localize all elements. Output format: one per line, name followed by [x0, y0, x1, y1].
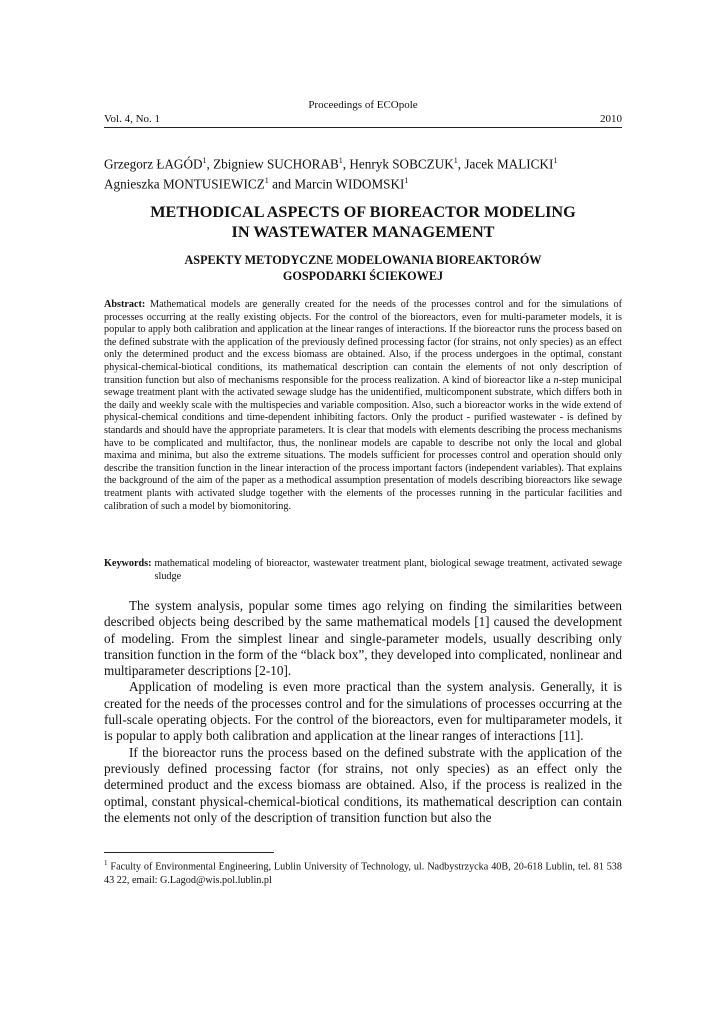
affiliation-mark: 1 — [553, 156, 558, 165]
journal-name: Proceedings of ECOpole — [308, 99, 418, 111]
paper-subtitle-polish — [104, 253, 622, 284]
body-paragraph: Application of modeling is even more practical than the system analysis. Generally, it is created for the needs of the processes control and for the simulations of processes occurring at the full-scale operating objects. For the control of the bioreactors, even for multiparameter models, it is popular to apply both calibration and application at the linear ranges of interactions [11]. — [104, 679, 622, 744]
subtitle-line-1: ASPEKTY METODYCZNE MODELOWANIA BIOREAKTORÓW — [184, 253, 542, 267]
abstract-text-part-2: -step municipal sewage treatment plant with the activated sewage sludge has the unidentified, multicomponent substrate, which differs both in the daily and weekly scale with the multispecies and variable composition. Also, such a bioreactor works in the wide extend of physical-chemical conditions and time-dependent inhibiting factors. Only the product - purified wastewater - is defined by standards and should have the appropriate parameters. It is clear that models with elements describing the process mechanisms have to be complicated and multifactor, thus, the nonlinear models are capable to describe not only the local and global maxima and minima, but also the extreme situations. The models sufficient for processes control and operation should only describe the transition function in the linear interaction of the process important factors (independent variables). That explains the background of the aim of the paper as a methodical assumption presentation of models describing bioreactors like sewage treatment plants with activated sludge together with the elements of the processes running in the particular facilities and calibration of such a model by biomonitoring. — [104, 374, 622, 512]
affiliation-mark: 1 — [338, 156, 343, 165]
author-name: Marcin WIDOMSKI — [294, 176, 405, 192]
affiliation-mark: 1 — [453, 156, 458, 165]
volume-line — [104, 113, 622, 128]
author-separator: , — [206, 156, 214, 172]
title-line-1: METHODICAL ASPECTS OF BIOREACTOR MODELING — [150, 203, 576, 221]
abstract-italic-n: n — [553, 374, 559, 386]
body-text — [104, 598, 622, 826]
footnote — [104, 857, 622, 887]
footnote-text: Faculty of Environmental Engineering, Lublin University of Technology, ul. Nadbystrzycka 40B, 20-618 Lublin, tel. 81 538 43 22, email: G.Lagod@wis.pol.lublin.pl — [104, 861, 622, 886]
affiliation-mark: 1 — [404, 175, 409, 185]
author-separator: , — [457, 156, 465, 172]
affiliation-mark: 1 — [202, 156, 207, 165]
author-list — [104, 153, 622, 193]
abstract-text-part-1: Mathematical models are generally created for the needs of the processes control and for the simulations of processes occurring at the really existing objects. For the control of the bioreactors, even for multi-parameter models, it is popular to apply both calibration and application at the linear ranges of interactions. If the bioreactor runs the process based on the defined substrate with the application of the previously defined processing factor (for strains, not only species) as an effect only the determined product and the excess biomass are obtained. Also, if the process undergoes in the optimal, constant physical-chemical-biotical conditions, its mathematical description can contain the elements of not only description of transition function but also of mechanisms responsible for the process realization. A kind of bioreactor like a — [104, 299, 622, 386]
footnote-divider — [104, 852, 274, 853]
keywords-label: Keywords: — [104, 558, 152, 569]
author-separator: , — [342, 156, 350, 172]
paper-title — [104, 203, 622, 242]
author-name: Zbigniew SUCHORAB — [213, 156, 339, 172]
keywords — [104, 558, 622, 583]
author-name: Grzegorz ŁAGÓD — [104, 156, 203, 172]
author-name: Jacek MALICKI — [464, 156, 554, 172]
author-line-1 — [104, 153, 622, 173]
footnote-mark: 1 — [104, 859, 108, 867]
author-name: Henryk SOBCZUK — [349, 156, 454, 172]
author-name: Agnieszka MONTUSIEWICZ — [104, 176, 265, 192]
affiliation-mark: 1 — [264, 175, 269, 185]
abstract-label: Abstract: — [104, 299, 146, 310]
author-separator: and — [268, 176, 295, 192]
keywords-text: mathematical modeling of bioreactor, wastewater treatment plant, biological sewage treatment, activated sewage sludge — [154, 558, 622, 582]
body-paragraph: If the bioreactor runs the process based on the defined substrate with the application of the previously defined processing factor (for strains, not only species) as an effect only the determined product and the excess biomass are obtained. Also, if the process is realized in the optimal, constant physical-chemical-biotical conditions, its mathematical description can contain the elements not only of the description of transition function but also the — [104, 744, 622, 825]
title-line-2: IN WASTEWATER MANAGEMENT — [231, 222, 495, 241]
author-line-2 — [104, 173, 622, 193]
volume-number: Vol. 4, No. 1 — [104, 113, 161, 125]
subtitle-line-2: GOSPODARKI ŚCIEKOWEJ — [282, 268, 444, 283]
abstract — [104, 299, 622, 513]
publication-year: 2010 — [600, 113, 622, 125]
body-paragraph: The system analysis, popular some times ago relying on finding the similarities between described objects being described by the same mathematical models [1] caused the development of modeling. From the simplest linear and single-parameter models, usually describing only transition function in the form of the “black box”, they developed into complicated, nonlinear and multiparameter descriptions [2-10]. — [104, 598, 622, 679]
